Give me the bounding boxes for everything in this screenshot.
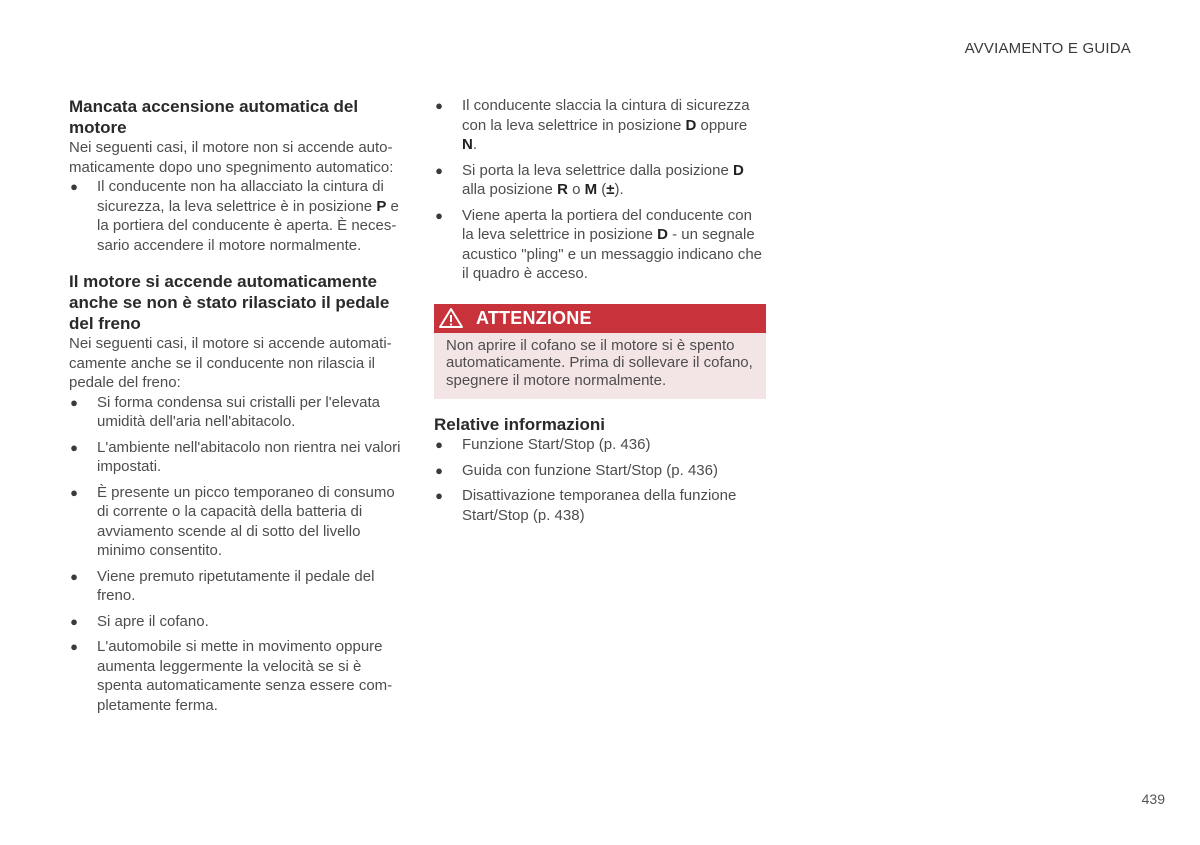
list-item: ● Si porta la leva selettrice dalla posizione D alla posizione R o M (±).: [435, 161, 744, 198]
bullet-icon: ●: [70, 484, 78, 500]
related-link[interactable]: ● Guida con funzione Start/Stop (p. 436): [435, 461, 718, 479]
related-link[interactable]: ● Funzione Start/Stop (p. 436): [435, 436, 651, 453]
related-link[interactable]: ● Disattivazione temporanea della funzione Start/Stop (p. 438): [435, 487, 737, 524]
section-heading-no-auto-start: Mancata accensione automatica del motore: [69, 97, 359, 137]
bullet-icon: ●: [70, 439, 78, 455]
warning-text: Non aprire il cofano se il motore si è spento automaticamente. Prima di sollevare il cofano, spegnere il motore normalmente.: [446, 336, 753, 389]
auto-start-brake-list: [69, 393, 401, 716]
bullet-icon: ●: [70, 613, 78, 629]
warning-header: [434, 304, 766, 333]
warning-box: [434, 304, 766, 400]
auto-start-list-continued: [434, 96, 766, 284]
list-item: ● È presente un picco temporaneo di consumo di corrente o la capacità della batteria di avviamento scende al di sotto del livello minimo consentito.: [70, 483, 395, 559]
bullet-icon: ●: [435, 162, 443, 178]
list-item: ● L'automobile si mette in movimento oppure aumenta leggermente la velocità se si è spenta automaticamente senza essere com-pletamente ferma.: [70, 638, 393, 714]
list-item: ● Si apre il cofano.: [70, 612, 209, 630]
bullet-icon: ●: [435, 488, 443, 503]
list-item: ● L'ambiente nell'abitacolo non rientra nei valori impostati.: [70, 438, 401, 475]
bullet-icon: ●: [435, 98, 443, 113]
bullet-icon: ●: [70, 639, 78, 654]
bullet-icon: ●: [70, 179, 78, 194]
bullet-icon: ●: [70, 568, 78, 584]
warning-title: ATTENZIONE: [476, 307, 592, 328]
list-item: ● Viene aperta la portiera del conducente con la leva selettrice in posizione D - un segnale acustico "pling" e un messaggio indicano che il quadro è acceso.: [435, 206, 762, 282]
section-heading-auto-start-brake: Il motore si accende automaticamente anche se non è stato rilasciato il pedale del freno: [69, 272, 390, 333]
section-intro-no-auto-start: Nei seguenti casi, il motore non si accende auto-maticamente dopo uno spegnimento automatico:: [69, 139, 394, 176]
no-auto-start-list: [69, 177, 401, 255]
running-header: AVVIAMENTO E GUIDA: [964, 40, 1131, 57]
list-item: ● Il conducente non ha allacciato la cintura di sicurezza, la leva selettrice è in posizione P e la portiera del conducente è aperta. È neces-sario accendere il motore normalmente.: [70, 178, 399, 254]
bullet-icon: ●: [435, 207, 443, 223]
related-info-list: [434, 435, 766, 525]
list-item: ● Viene premuto ripetutamente il pedale del freno.: [70, 567, 375, 604]
right-column: [434, 96, 766, 531]
related-info-heading: Relative informazioni: [434, 415, 605, 434]
list-item: ● Il conducente slaccia la cintura di sicurezza con la leva selettrice in posizione D oppure N.: [435, 97, 750, 153]
bullet-icon: ●: [70, 394, 78, 410]
left-column: [69, 96, 401, 721]
bullet-icon: ●: [435, 437, 443, 452]
list-item: ● Si forma condensa sui cristalli per l'elevata umidità dell'aria nell'abitacolo.: [70, 393, 380, 430]
warning-triangle-icon: [438, 307, 464, 329]
bullet-icon: ●: [435, 462, 443, 478]
page-number: 439: [1141, 791, 1165, 807]
section-intro-auto-start-brake: Nei seguenti casi, il motore si accende automati-camente anche se il conducente non rilascia il pedale del freno:: [69, 335, 392, 391]
